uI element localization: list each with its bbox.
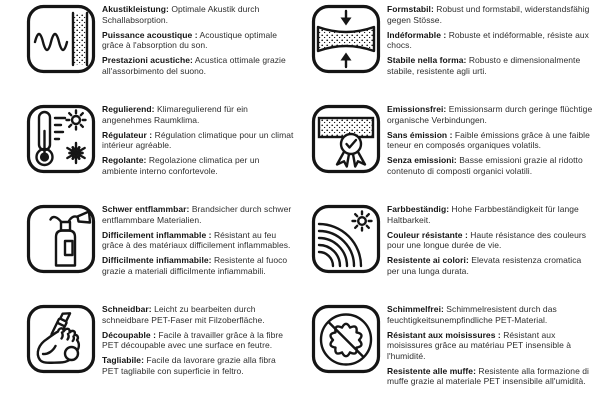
paragraph-fr [102, 330, 294, 351]
desc-fr: Faible émissions grâce à une faible teneur en composés organiques volatils. [387, 129, 590, 151]
paragraph-it [387, 55, 595, 76]
paragraph-it [102, 155, 294, 176]
feature-texts [387, 0, 595, 81]
desc-de: Schimmelresistent durch das feuchtigkeitsunempfindliche PET-Material. [387, 304, 557, 325]
desc-it: Resistente al fuoco grazie a materiali difficilmente infiammabili. [102, 255, 288, 276]
paragraph-fr [387, 330, 595, 362]
feature-flame-retardant [0, 200, 300, 300]
paragraph-de [387, 304, 595, 325]
feature-texts [387, 300, 595, 391]
term-de: Akustikleistung: [102, 4, 169, 14]
paragraph-de [387, 104, 595, 125]
desc-it: Resistente alla formazione di muffe grazie al materiale PET insensibile all'umidità. [387, 365, 589, 387]
desc-it: Robusto e dimensionalmente stabile, resistente agli urti. [387, 55, 581, 76]
feature-texts [387, 100, 595, 181]
feature-cuttable [0, 300, 300, 400]
paragraph-de [387, 204, 595, 225]
compression-resistance-icon [311, 4, 381, 74]
paragraph-de [387, 4, 595, 25]
sound-absorption-icon [26, 4, 96, 74]
desc-fr: Résistant aux moisissures grâce au matériau PET insensible à l'humidité. [387, 329, 572, 361]
paragraph-fr [387, 30, 595, 51]
term-it: Senza emissioni: [387, 155, 457, 166]
paragraph-de [102, 204, 294, 225]
term-fr: Régulateur : [102, 129, 153, 140]
desc-fr: Robuste et indéformable, résiste aux chocs. [387, 29, 589, 51]
desc-de: Emissionsarm durch geringe flüchtige organische Verbindungen. [387, 104, 593, 125]
term-fr: Sans émission : [387, 129, 453, 140]
term-it: Difficilmente infiammabile: [102, 255, 212, 266]
feature-shape-stability [300, 0, 600, 100]
desc-de: Brandsicher durch schwer entflammbare Materialien. [102, 204, 292, 225]
term-it: Regolante: [102, 155, 147, 166]
term-fr: Difficilement inflammable : [102, 229, 212, 240]
low-emission-certificate-icon [311, 104, 381, 174]
term-fr: Couleur résistante : [387, 229, 468, 240]
term-de: Schimmelfrei: [387, 304, 444, 314]
feature-climate-regulating [0, 100, 300, 200]
paragraph-it [102, 255, 294, 276]
paragraph-it [102, 55, 294, 76]
feature-texts [102, 300, 294, 381]
term-de: Schwer entflammbar: [102, 204, 190, 214]
desc-it: Regolazione climatica per un ambiente interno confortevole. [102, 155, 260, 176]
no-mold-icon [311, 304, 381, 374]
term-it: Stabile nella forma: [387, 55, 467, 66]
paragraph-it [387, 366, 595, 387]
desc-fr: Facile à travailler grâce à la fibre PET découpable avec une surface en feutre. [102, 329, 284, 351]
term-fr: Indéformable : [387, 29, 447, 40]
thermometer-sun-snowflake-icon [26, 104, 96, 174]
paragraph-it [387, 155, 595, 176]
term-fr: Résistant aux moisissures : [387, 329, 501, 340]
feature-texts [102, 200, 294, 281]
desc-de: Optimale Akustik durch Schallabsorption. [102, 4, 260, 25]
feature-colorfast [300, 200, 600, 300]
term-de: Regulierend: [102, 104, 155, 114]
feature-texts [387, 200, 595, 281]
paragraph-fr [102, 130, 294, 151]
term-de: Farbbeständig: [387, 204, 450, 214]
paragraph-it [102, 355, 294, 376]
feature-texts [102, 100, 294, 181]
term-fr: Découpable : [102, 329, 156, 340]
desc-it: Basse emissioni grazie al ridotto contenuto di composti organici volatili. [387, 155, 583, 176]
fire-extinguisher-icon [26, 204, 96, 274]
paragraph-de [102, 4, 294, 25]
paragraph-fr [387, 130, 595, 151]
desc-de: Leicht zu bearbeiten durch schneidbare PET-Faser mit Filzoberfläche. [102, 304, 265, 325]
desc-it: Elevata resistenza cromatica per una lunga durata. [387, 255, 582, 276]
term-it: Resistente ai colori: [387, 255, 469, 266]
desc-de: Hohe Farbbeständigkeit für lange Haltbarkeit. [387, 204, 579, 225]
desc-fr: Acoustique optimale grâce à l'absorption du son. [102, 29, 278, 51]
desc-de: Klimaregulierend für ein angenehmes Raumklima. [102, 104, 248, 125]
paragraph-fr [102, 230, 294, 251]
term-de: Emissionsfrei: [387, 104, 447, 114]
term-de: Schneidbar: [102, 304, 152, 314]
desc-de: Robust und formstabil, widerstandsfähig gegen Stösse. [387, 4, 590, 25]
paragraph-de [102, 104, 294, 125]
hand-cutter-icon [26, 304, 96, 374]
term-it: Resistente alle muffe: [387, 365, 476, 376]
term-it: Prestazioni acustiche: [102, 55, 193, 66]
paragraph-de [102, 304, 294, 325]
feature-acoustic-performance [0, 0, 300, 100]
desc-fr: Régulation climatique pour un climat intérieur agréable. [102, 129, 294, 151]
term-de: Formstabil: [387, 4, 434, 14]
term-it: Tagliabile: [102, 355, 144, 366]
feature-emission-free [300, 100, 600, 200]
paragraph-fr [387, 230, 595, 251]
desc-fr: Haute résistance des couleurs pour une longue durée de vie. [387, 229, 587, 251]
term-fr: Puissance acoustique : [102, 29, 198, 40]
desc-fr: Résistant au feu grâce à des matériaux difficilement inflammables. [102, 229, 291, 251]
desc-it: Acustica ottimale grazie all'assorbimento del suono. [102, 55, 286, 76]
feature-mold-free [300, 300, 600, 400]
paragraph-fr [102, 30, 294, 51]
feature-texts [102, 0, 294, 81]
paragraph-it [387, 255, 595, 276]
rainbow-sun-icon [311, 204, 381, 274]
desc-it: Facile da lavorare grazie alla fibra PET tagliabile con superficie in feltro. [102, 355, 276, 376]
